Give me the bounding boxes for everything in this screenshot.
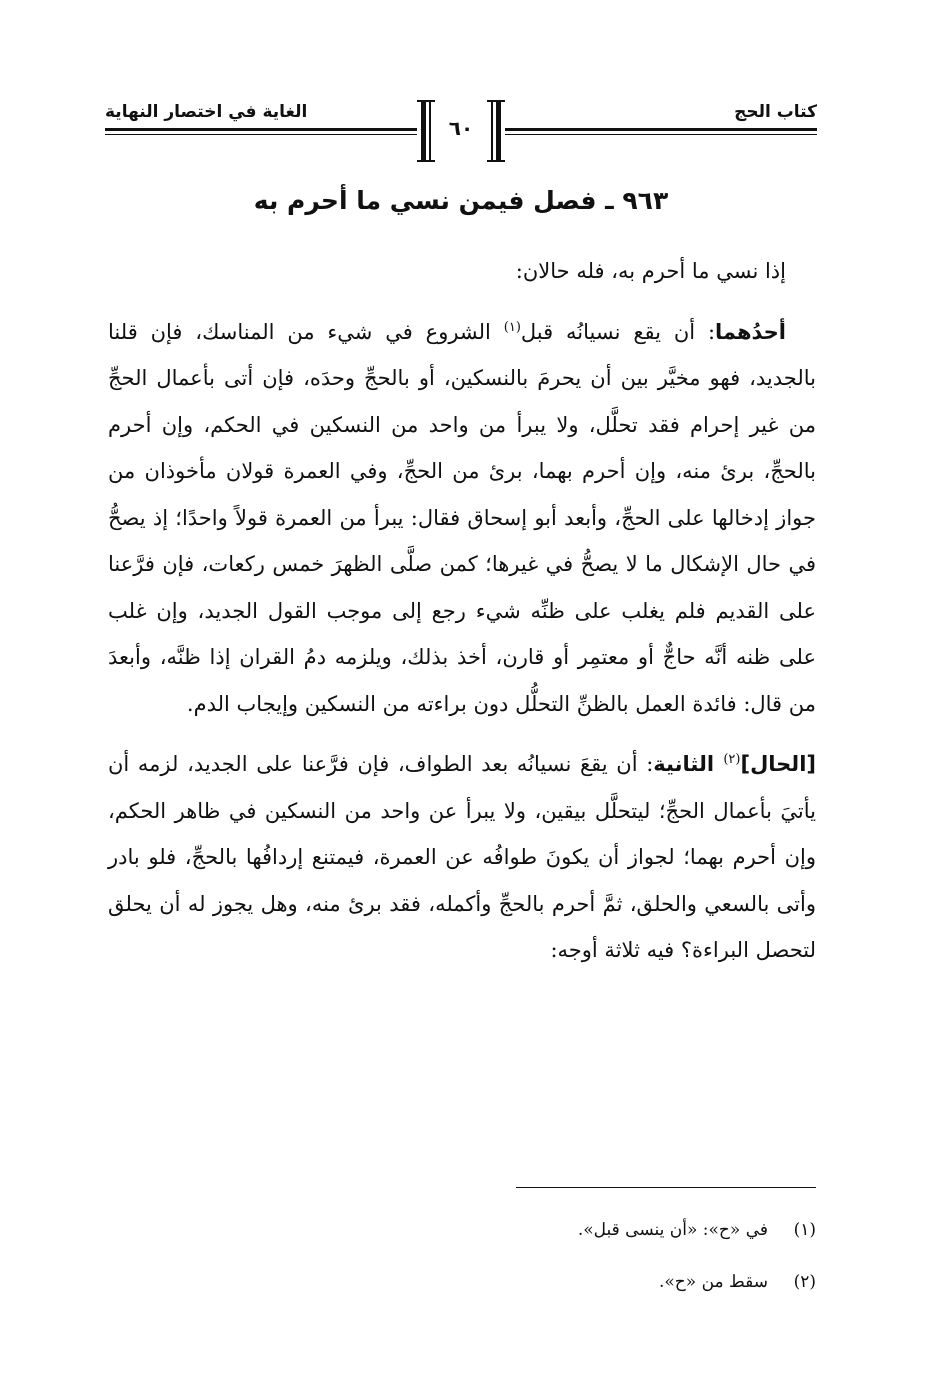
paragraph-text: : أن يقعَ نسيانُه بعد الطواف، فإن فرَّعنا على الجديد، لزمه أن يأتيَ بأعمال الحجِّ؛ ليتحلَّل بيقين، ولا يبرأ عن واحد من النسكين في ظاهر الحكم، وإن أحرم بهما؛ لجواز أن يكونَ طوافُه عن العمرة، فيمتنع إردافُها بالحجِّ، فلو بادر وأتى بالسعي والحلق، ثمَّ أحرم بالحجِّ وأكمله، فقد برئ منه، وهل يجوز له أن يحلق لتحصل البراءة؟ فيه ثلاثة أوجه: (108, 752, 816, 962)
footnote-text: سقط من «ح». (658, 1272, 768, 1292)
section-heading: ٩٦٣ ـ فصل فيمن نسي ما أحرم به (253, 186, 669, 215)
page-number-frame (417, 100, 505, 162)
footnotes (300, 1204, 816, 1308)
chapter-title: كتاب الحج (734, 102, 817, 122)
paragraph-first-case (108, 309, 816, 728)
footnote-item (300, 1256, 816, 1308)
paragraph-second-case (108, 741, 816, 974)
page-header (105, 88, 817, 168)
footnote-rule (516, 1187, 816, 1188)
paragraph-lead-continued: الثانية (653, 752, 724, 776)
paragraph-text: : أن يقع نسيانُه قبل (520, 319, 716, 344)
footnote-ref-2[interactable]: (٢) (723, 752, 741, 767)
page-number: ٦٠ (448, 116, 474, 140)
footnote-ref-1[interactable]: (١) (503, 319, 521, 335)
intro-paragraph: إذا نسي ما أحرم به، فله حالان: (515, 259, 786, 283)
book-title: الغاية في اختصار النهاية (105, 102, 308, 122)
paragraph-lead: [الحال] (740, 752, 816, 776)
footnote-number: (١) (793, 1220, 816, 1240)
paragraph-lead: أحدُهما (715, 319, 787, 344)
paragraph-text: الشروع في شيء من المناسك، فإن قلنا بالجديد، فهو مخيَّر بين أن يحرمَ بالنسكين، أو بالحجِّ وحدَه، فإن أتى بأعمال الحجِّ من غير إحرام فقد تحلَّل، ولا يبرأ من واحد من النسكين في الحكم، وإن أحرم بالحجِّ، برئ منه، وإن أحرم بهما، برئ من الحجِّ، وفي العمرة قولان مأخوذان من جواز إدخالها على الحجِّ، وأبعد أبو إسحاق فقال: يبرأ من العمرة قولاً واحدًا؛ إذ يصحُّ في حال الإشكال ما لا يصحُّ في غيرها؛ كمن صلَّى الظهرَ خمس ركعات، فإن فرَّعنا على القديم فلم يغلب على ظنِّه شيء رجع إلى موجب القول الجديد، وإن غلب على ظنه أنَّه حاجٌّ أو معتمِر أو قارن، أخذ بذلك، ويلزمه دمُ القران إذا ظنَّه، وأبعدَ من قال: فائدة العمل بالظنِّ التحلُّل دون براءته من النسكين وإيجاب الدم. (108, 319, 816, 716)
footnote-text: في «ح»: «أن ينسى قبل». (577, 1220, 768, 1240)
footnote-item (300, 1204, 816, 1256)
body-text (108, 248, 816, 974)
footnote-number: (٢) (793, 1272, 816, 1292)
